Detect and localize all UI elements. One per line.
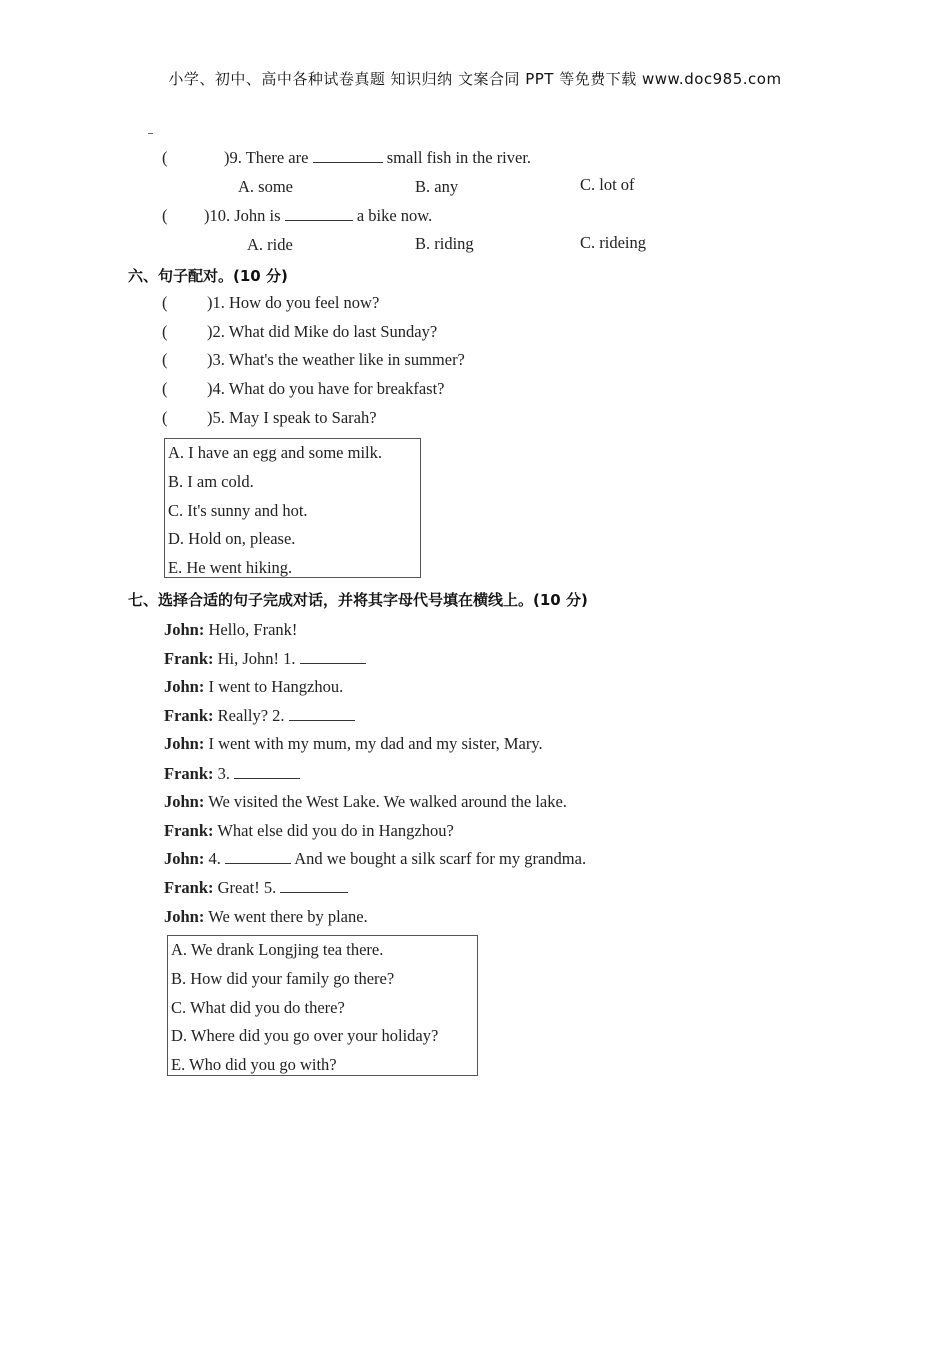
- option-10c: C. rideing: [580, 233, 646, 252]
- question-9: [162, 148, 531, 168]
- dialogue-option-d: D. Where did you go over your holiday?: [171, 1026, 439, 1046]
- speaker: John:: [164, 849, 205, 868]
- speaker: Frank:: [164, 821, 214, 840]
- matching-answers-box: [164, 438, 421, 578]
- speaker: Frank:: [164, 878, 214, 897]
- dialogue-line-2: [164, 649, 366, 669]
- question-10: [162, 206, 432, 226]
- dialogue-text: Hello, Frank!: [208, 620, 298, 639]
- dialogue-option-e: E. Who did you go with?: [171, 1055, 337, 1075]
- matching-question-4: ( )4. What do you have for breakfast?: [162, 379, 445, 398]
- answer-paren-open: (: [162, 206, 168, 225]
- dialogue-line-8: [164, 821, 454, 841]
- answer-blank[interactable]: [234, 764, 300, 779]
- dialogue-text: Really? 2.: [217, 706, 285, 725]
- question-number: )9.: [224, 148, 242, 167]
- speaker: Frank:: [164, 706, 214, 725]
- option-9b: B. any: [415, 177, 459, 196]
- section-6-title: 六、句子配对。(10 分): [128, 267, 288, 285]
- dialogue-text-after: And we bought a silk scarf for my grandma.: [294, 849, 587, 868]
- speaker: John:: [164, 907, 205, 926]
- answer-option-b: B. I am cold.: [168, 471, 254, 491]
- question-text-before: John is: [234, 206, 281, 225]
- dialogue-line-7: [164, 792, 567, 812]
- dialogue-options-box: [167, 935, 478, 1076]
- dialogue-line-4: [164, 706, 355, 726]
- option-10a: A. ride: [247, 235, 293, 254]
- dialogue-text: 3.: [217, 764, 230, 783]
- dialogue-text: I went to Hangzhou.: [208, 677, 344, 696]
- dialogue-line-1: [164, 620, 297, 640]
- matching-question-1: ( )1. How do you feel now?: [162, 293, 380, 312]
- question-text-after: a bike now.: [356, 206, 433, 225]
- dialogue-line-10: [164, 878, 348, 898]
- dialogue-option-b: B. How did your family go there?: [171, 968, 395, 988]
- dialogue-text: Hi, John! 1.: [217, 649, 296, 668]
- answer-blank[interactable]: [300, 649, 366, 664]
- page-header: 小学、初中、高中各种试卷真题 知识归纳 文案合同 PPT 等免费下载 www.doc985.com: [168, 70, 782, 88]
- answer-option-a: A. I have an egg and some milk.: [168, 443, 382, 462]
- speaker: John:: [164, 792, 205, 811]
- dialogue-text: We visited the West Lake. We walked around the lake.: [208, 792, 567, 811]
- answer-option-c: C. It's sunny and hot.: [168, 500, 308, 520]
- question-number: )3.: [207, 350, 225, 369]
- answer-option-e: E. He went hiking.: [168, 558, 293, 578]
- dialogue-line-6: [164, 764, 300, 784]
- matching-question-3: ( )3. What's the weather like in summer?: [162, 350, 465, 369]
- question-text-after: small fish in the river.: [386, 148, 532, 167]
- option-9c: C. lot of: [580, 175, 635, 194]
- dialogue-text: Great! 5.: [217, 878, 277, 897]
- question-text: What do you have for breakfast?: [228, 379, 445, 398]
- dialogue-line-5: [164, 734, 543, 754]
- matching-question-5: ( )5. May I speak to Sarah?: [162, 408, 377, 427]
- option-10b: B. riding: [415, 234, 474, 253]
- answer-blank[interactable]: [289, 706, 355, 721]
- dialogue-text: 4.: [208, 849, 221, 868]
- dialogue-line-3: [164, 677, 343, 697]
- dialogue-text: What else did you do in Hangzhou?: [217, 821, 454, 840]
- speaker: John:: [164, 677, 205, 696]
- speaker: Frank:: [164, 649, 214, 668]
- question-number: )2.: [207, 322, 225, 341]
- question-number: )1.: [207, 293, 225, 312]
- question-number: )5.: [207, 408, 225, 427]
- dialogue-line-11: [164, 907, 368, 927]
- speaker: Frank:: [164, 764, 214, 783]
- answer-blank[interactable]: [313, 148, 383, 163]
- question-text: What's the weather like in summer?: [228, 350, 465, 369]
- option-9a: A. some: [238, 177, 293, 196]
- matching-question-2: ( )2. What did Mike do last Sunday?: [162, 322, 438, 341]
- answer-option-d: D. Hold on, please.: [168, 529, 296, 549]
- question-number: )4.: [207, 379, 225, 398]
- dialogue-option-a: A. We drank Longjing tea there.: [171, 940, 384, 959]
- dialogue-line-9: [164, 849, 586, 869]
- dialogue-option-c: C. What did you do there?: [171, 997, 345, 1017]
- scan-mark: [148, 133, 153, 134]
- question-text: How do you feel now?: [229, 293, 380, 312]
- answer-blank[interactable]: [285, 206, 353, 221]
- answer-blank[interactable]: [225, 849, 291, 864]
- question-text: May I speak to Sarah?: [229, 408, 377, 427]
- question-text-before: There are: [245, 148, 309, 167]
- answer-paren-open: (: [162, 148, 168, 167]
- answer-blank[interactable]: [280, 878, 348, 893]
- speaker: John:: [164, 734, 205, 753]
- question-text: What did Mike do last Sunday?: [228, 322, 438, 341]
- question-number: )10.: [204, 206, 231, 225]
- dialogue-text: We went there by plane.: [208, 907, 368, 926]
- speaker: John:: [164, 620, 205, 639]
- dialogue-text: I went with my mum, my dad and my sister, Mary.: [208, 734, 543, 753]
- section-7-title: 七、选择合适的句子完成对话，并将其字母代号填在横线上。(10 分): [128, 591, 588, 609]
